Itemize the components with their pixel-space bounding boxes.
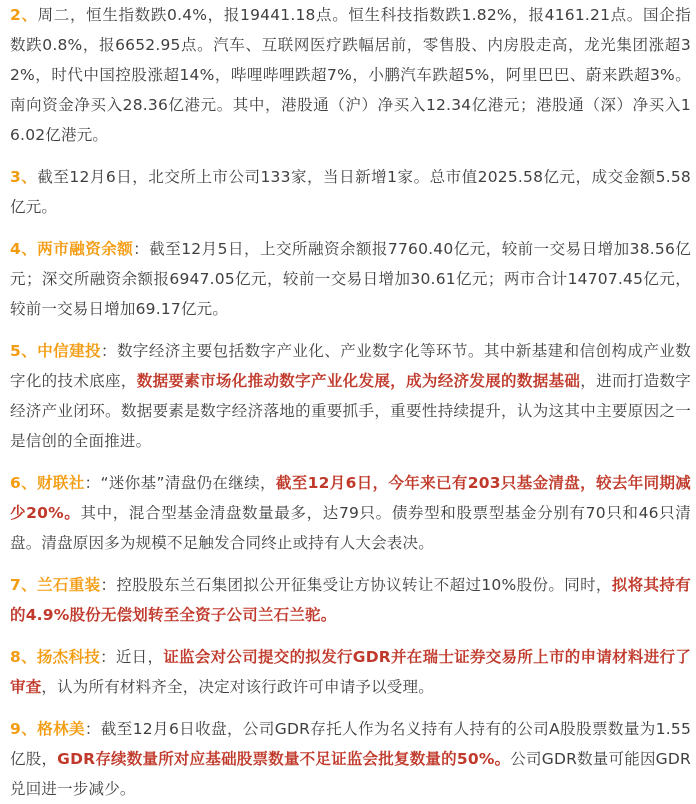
item-text: ：“迷你基”清盘仍在继续，: [84, 474, 276, 492]
item-text: 周二，恒生指数跌0.4%，报19441.18点。恒生科技指数跌1.82%，报4161.21点。国企指数跌0.8%，报6652.95点。汽车、互联网医疗跌幅居前，零售股、内房股走高，龙光集团涨超32%，时代中国控股涨超14%，哔哩哔哩跌超7%，小鹏汽车跌超5%，阿里巴巴、蔚来跌超3%。南向资金净买入28.36亿港元。其中，港股通（沪）净买入12.34亿港元；港股通（深）净买入16.02亿港元。: [10, 6, 691, 144]
item-number: 8、: [10, 648, 37, 666]
item-text: 其中，混合型基金清盘数量最多，达79只。债券型和股票型基金分别有70只和46只清盘。清盘原因多为规模不足触发合同终止或持有人大会表决。: [10, 504, 691, 552]
news-item-4: [10, 234, 691, 324]
item-text: ：近日，: [100, 648, 164, 666]
news-item-6: [10, 468, 691, 558]
item-text: ：控股股东兰石集团拟公开征集受让方协议转让不超过10%股份。同时，: [100, 576, 612, 594]
item-highlight: 拟将其持有的4.9%股份无偿划转至全资子公司兰石兰驼。: [10, 576, 691, 624]
item-number: 9、: [10, 720, 38, 738]
item-text: ：截至12月5日，上交所融资余额报7760.40亿元，较前一交易日增加38.56亿元；深交所融资余额报6947.05亿元，较前一交易日增加30.61亿元；两市合计14707.45亿元，较前一交易日增加69.17亿元。: [10, 240, 692, 318]
item-number: 3、: [10, 168, 38, 186]
news-item-2: [10, 0, 691, 150]
item-text: ：截至12月6日收盘，公司GDR存托人作为名义持有人持有的公司A股股票数量为1.55亿股，: [10, 720, 692, 768]
news-item-8: [10, 642, 691, 702]
item-number: 7、: [10, 576, 38, 594]
item-text: ：数字经济主要包括数字产业化、产业数字化等环节。其中新基建和信创构成产业数字化的技术底座，: [10, 342, 691, 390]
news-item-9: [10, 714, 691, 804]
item-number: 6、: [10, 474, 38, 492]
item-text: 截至12月6日，北交所上市公司133家，当日新增1家。总市值2025.58亿元，成交金额5.58亿元。: [10, 168, 691, 216]
item-source: 兰石重装: [37, 576, 101, 594]
item-source: 财联社: [37, 474, 85, 492]
item-text: ，认为所有材料齐全，决定对该行政许可申请予以受理。: [41, 678, 434, 696]
item-source: 格林美: [37, 720, 85, 738]
item-number: 4、: [10, 240, 38, 258]
news-item-7: [10, 570, 691, 630]
item-source: 扬杰科技: [36, 648, 101, 666]
item-text: ，进而打造数字经济产业闭环。数据要素是数字经济落地的重要抓手，重要性持续提升，认为这其中主要原因之一是信创的全面推进。: [10, 372, 692, 450]
item-highlight: 截至12月6日，今年来已有203只基金清盘，较去年同期减少20%。: [10, 474, 692, 522]
news-item-5: [10, 336, 691, 456]
news-item-3: [10, 162, 691, 222]
item-source: 两市融资余额: [37, 240, 134, 258]
item-text: 公司GDR数量可能因GDR兑回进一步减少。: [10, 750, 691, 798]
item-highlight: 数据要素市场化推动数字产业化发展，成为经济发展的数据基础: [136, 372, 581, 390]
item-highlight: GDR存续数量所对应基础股票数量不足证监会批复数量的50%。: [57, 750, 511, 768]
item-highlight: 证监会对公司提交的拟发行GDR并在瑞士证券交易所上市的申请材料进行了审查: [10, 648, 691, 696]
item-number: 5、: [10, 342, 38, 360]
item-number: 2、: [10, 6, 38, 24]
item-source: 中信建投: [37, 342, 102, 360]
